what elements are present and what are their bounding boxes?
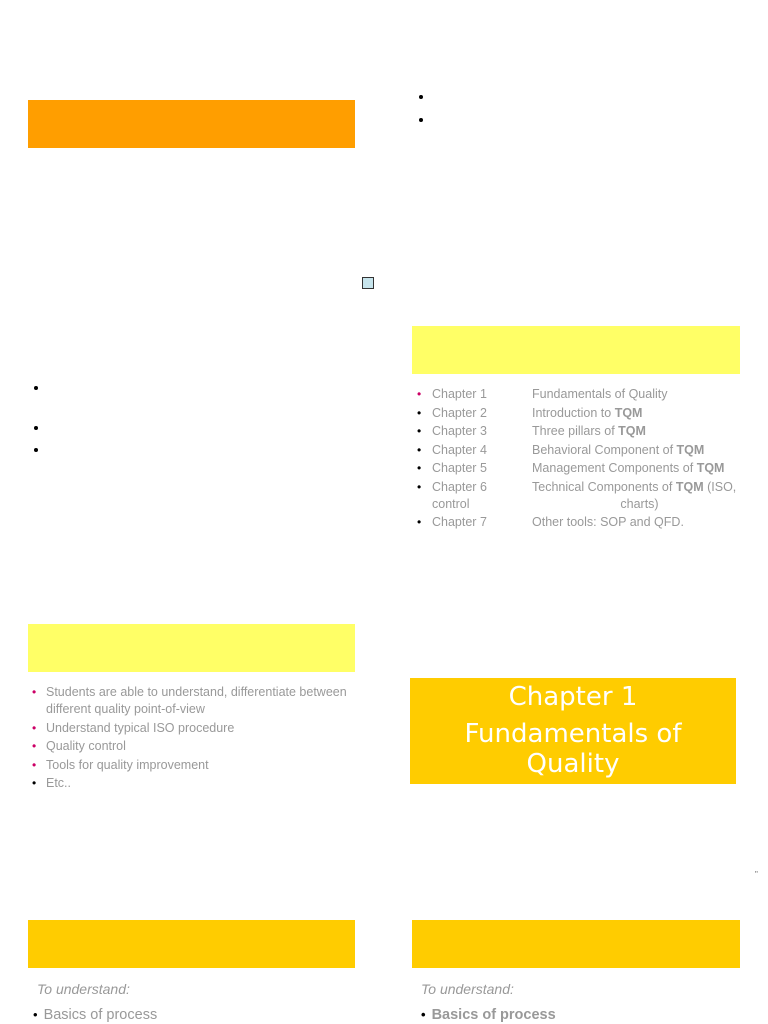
- chapter-row: [414, 442, 754, 459]
- contents-header-bar: [412, 326, 740, 374]
- chapter-title-box: [410, 678, 736, 784]
- chapter-title-line: Quality: [526, 749, 620, 779]
- bullet-glyph: •: [417, 424, 422, 438]
- objective-item: [30, 757, 360, 774]
- chapter-row: [414, 514, 754, 531]
- orange-header-bar: [28, 100, 355, 148]
- chapter-title: Three pillars of TQM: [532, 424, 646, 438]
- placeholder-square-icon: [362, 277, 374, 289]
- chapter-row: [414, 460, 754, 477]
- chapter-number: Chapter 3: [432, 424, 487, 438]
- bullet-glyph: •: [417, 405, 422, 420]
- basics-item: • Basics of process: [33, 1007, 158, 1023]
- objective-item: [30, 720, 360, 737]
- bullet-glyph: •: [417, 442, 422, 457]
- bullet-glyph: •: [32, 776, 37, 790]
- chapter-number: Chapter 7: [432, 515, 487, 529]
- bullet-glyph: •: [32, 685, 37, 699]
- chapter-row: [414, 386, 754, 403]
- bullet-dot: [34, 448, 38, 452]
- objective-text: Students are able to understand, differentiate between different quality point-of-view: [46, 685, 347, 716]
- chapter-row: [414, 405, 754, 422]
- chapter-title: Introduction to TQM: [532, 405, 643, 420]
- bullet-glyph: •: [33, 1007, 38, 1022]
- chapter-title: Fundamentals of Quality: [532, 387, 668, 401]
- chapter-number: Chapter 1: [432, 387, 487, 401]
- understand-label: To understand:: [37, 981, 130, 997]
- basics-item: • Basics of process: [421, 1007, 556, 1023]
- chapter-row: [414, 479, 754, 513]
- bottom-left-header-bar: [28, 920, 355, 968]
- chapter-title-line: Chapter 1: [508, 682, 638, 712]
- objectives-list: [30, 684, 360, 794]
- chapter-number: Chapter 4: [432, 442, 487, 457]
- chapter-title: Other tools: SOP and QFD.: [532, 515, 684, 529]
- chapter-number: Chapter 5: [432, 461, 487, 475]
- objective-item: [30, 775, 360, 792]
- bullet-glyph: •: [417, 515, 422, 529]
- understand-label: To understand:: [421, 981, 514, 997]
- bullet-glyph: •: [417, 387, 422, 401]
- bottom-right-header-bar: [412, 920, 740, 968]
- objective-item: [30, 684, 360, 718]
- bullet-dot: [419, 95, 423, 99]
- chapter-title-line: Fundamentals of: [464, 719, 682, 749]
- bullet-dot: [419, 118, 423, 122]
- bullet-glyph: •: [32, 720, 37, 735]
- chapter-title: Technical Components of TQM (ISO, charts): [532, 479, 737, 511]
- objectives-header-bar: [28, 624, 355, 672]
- chapter-title: Behavioral Component of TQM: [532, 442, 705, 457]
- bullet-glyph: •: [417, 461, 422, 475]
- bullet-dot: [34, 386, 38, 390]
- chapter-title: Management Components of TQM: [532, 461, 725, 475]
- objective-text: Quality control: [46, 739, 126, 753]
- bullet-glyph: •: [417, 479, 422, 494]
- tiny-mark: ": [755, 870, 758, 879]
- bullet-dot: [34, 426, 38, 430]
- chapter-number: Chapter 2: [432, 405, 487, 420]
- objective-item: [30, 738, 360, 755]
- bullet-glyph: •: [32, 739, 37, 753]
- objective-text: Tools for quality improvement: [46, 757, 209, 772]
- bullet-glyph: •: [421, 1007, 426, 1022]
- chapter-number: Chapter 6 control: [432, 479, 487, 511]
- bullet-glyph: •: [32, 757, 37, 772]
- objective-text: Etc..: [46, 776, 72, 790]
- chapter-row: [414, 423, 754, 440]
- chapter-list: [414, 386, 754, 533]
- objective-text: Understand typical ISO procedure: [46, 720, 235, 735]
